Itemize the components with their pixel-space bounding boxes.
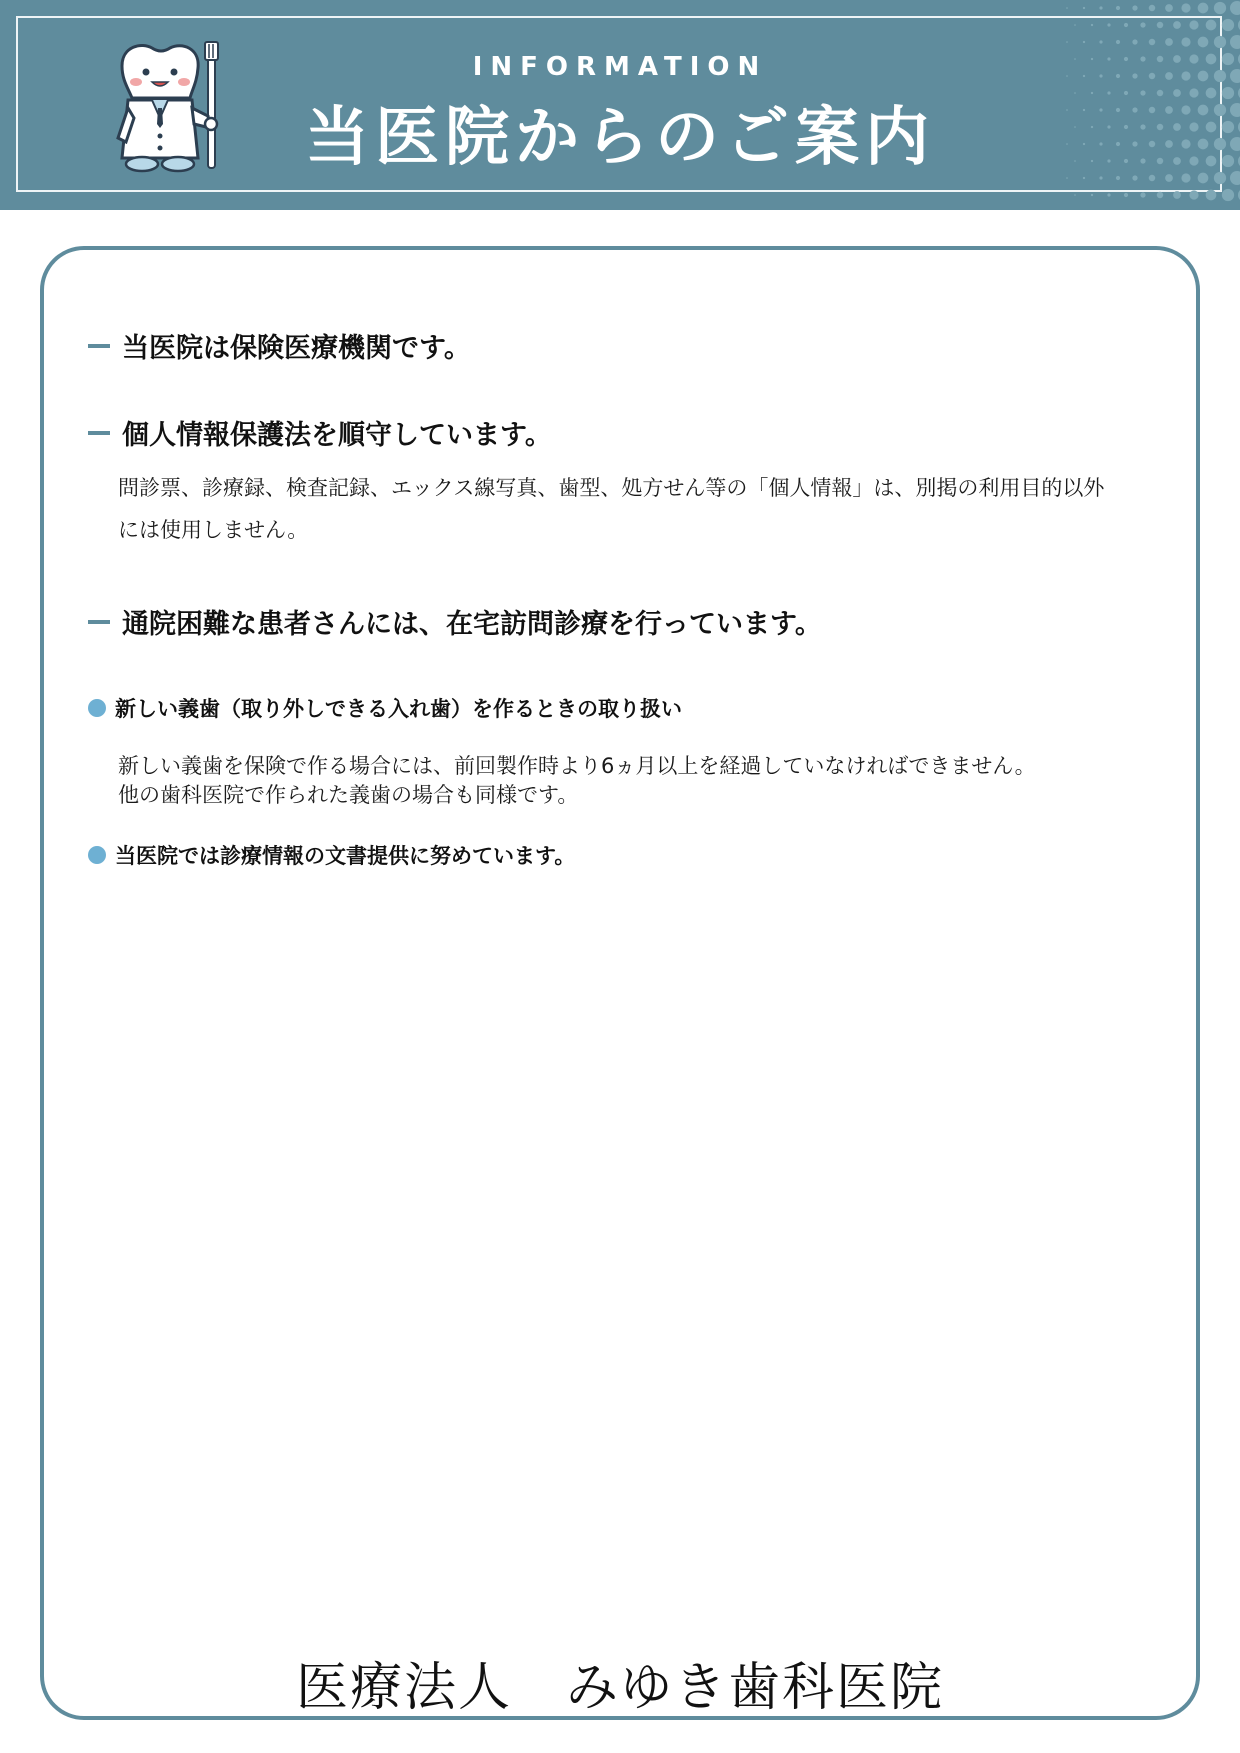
halftone-dot: [1165, 4, 1173, 12]
halftone-dot: [1107, 23, 1110, 26]
content-frame: [40, 246, 1200, 1720]
halftone-dot: [1214, 2, 1226, 14]
halftone-dot: [1214, 36, 1226, 48]
notice-body-line: 問診票、診療録、検査記録、エックス線写真、歯型、処方せん等の「個人情報」は、別掲の利用目的以外: [118, 476, 1105, 500]
halftone-dot: [1149, 39, 1155, 45]
halftone-dot: [1165, 38, 1173, 46]
notice-body-line: には使用しません。: [118, 518, 309, 542]
halftone-dot: [1116, 40, 1120, 44]
halftone-dot: [1173, 21, 1181, 29]
halftone-dot: [1091, 24, 1093, 26]
bullet-body-line: 他の歯科医院で作られた義歯の場合も同様です。: [118, 783, 579, 807]
halftone-dot: [1066, 7, 1068, 9]
dash-icon: [88, 431, 110, 435]
halftone-dot: [1181, 37, 1190, 46]
bullet-body-line: 新しい義歯を保険で作る場合には、前回製作時より6ヵ月以上を経過していなければできません。: [118, 754, 1036, 778]
page-title: 当医院からのご案内: [305, 101, 935, 175]
notice-heading-home-visit: [88, 602, 822, 641]
halftone-dot: [1083, 7, 1085, 9]
halftone-dot: [1157, 192, 1163, 198]
notice-heading-privacy: [88, 413, 552, 452]
halftone-dot: [1189, 20, 1198, 29]
halftone-dot: [1181, 3, 1190, 12]
halftone-dot: [1091, 194, 1093, 196]
halftone-dot: [1157, 22, 1163, 28]
bullet-heading-text: 当医院では診療情報の文書提供に努めています。: [115, 844, 576, 868]
halftone-dot: [1132, 39, 1137, 44]
halftone-dot: [1198, 37, 1209, 48]
bullet-heading-denture: [88, 693, 682, 723]
halftone-dot: [1074, 24, 1076, 26]
halftone-dot: [1230, 1, 1240, 15]
halftone-dot: [1140, 192, 1145, 197]
halftone-dot: [1222, 189, 1234, 201]
bullet-heading-text: 新しい義歯（取り外しできる入れ歯）を作るときの取り扱い: [115, 697, 682, 721]
halftone-dot: [1206, 20, 1217, 31]
halftone-dot: [1107, 193, 1110, 196]
halftone-dot: [1066, 41, 1068, 43]
halftone-dot: [1189, 190, 1198, 199]
halftone-dot: [1132, 5, 1137, 10]
halftone-dot: [1206, 190, 1217, 201]
halftone-dot: [1124, 23, 1128, 27]
dash-icon: [88, 344, 110, 348]
halftone-dot: [1074, 194, 1076, 196]
halftone-dot: [1230, 35, 1240, 49]
bullet-heading-documents: [88, 840, 575, 870]
clinic-name: 医療法人 みゆき歯科医院: [295, 1660, 944, 1717]
header-subtitle: INFORMATION: [472, 52, 768, 82]
halftone-dot: [1198, 3, 1209, 14]
notice-heading-insurance: [88, 326, 471, 365]
halftone-dot: [1173, 191, 1181, 199]
halftone-dot: [1140, 22, 1145, 27]
halftone-dot: [1116, 6, 1120, 10]
dash-icon: [88, 620, 110, 624]
halftone-dot: [1099, 6, 1102, 9]
bullet-dot-icon: [88, 846, 106, 864]
header-banner: [0, 0, 1240, 210]
notice-heading-text: 当医院は保険医療機関です。: [122, 333, 471, 364]
notice-heading-text: 個人情報保護法を順守しています。: [122, 420, 552, 451]
halftone-dot: [1099, 40, 1102, 43]
halftone-dot: [1083, 41, 1085, 43]
halftone-dot: [1124, 193, 1128, 197]
notice-heading-text: 通院困難な患者さんには、在宅訪問診療を行っています。: [122, 609, 822, 640]
bullet-dot-icon: [88, 699, 106, 717]
halftone-dot: [1149, 5, 1155, 11]
halftone-dot: [1222, 19, 1234, 31]
